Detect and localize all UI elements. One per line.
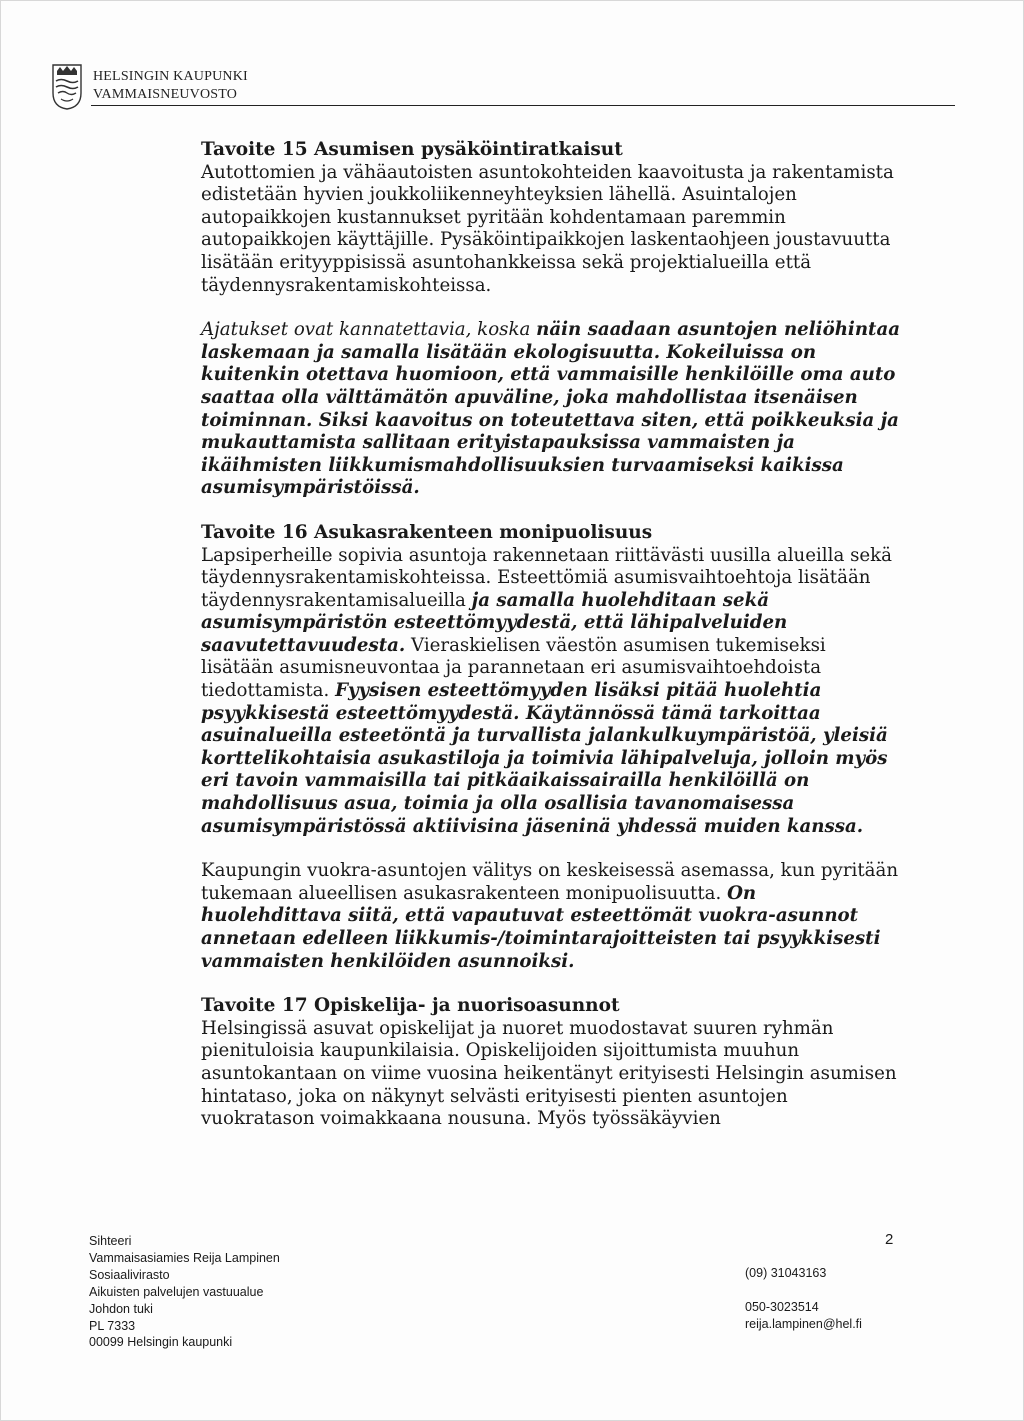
footer-line: Sihteeri <box>89 1234 132 1248</box>
section-heading: Tavoite 17 Opiskelija- ja nuorisoasunnot <box>201 995 620 1017</box>
footer-mobile: 050-3023514 <box>745 1299 819 1314</box>
footer-line: 00099 Helsingin kaupunki <box>89 1335 233 1350</box>
section-goal-17 <box>201 995 901 1131</box>
comment-bold-text: Fyysisen esteettömyyden lisäksi pitää huolehtia psyykkisestä esteettömyydestä. Käytännössä tämä tarkoittaa asuinalueilla esteetöntä ja turvallista jalankulkuympäristöä, yleisiä korttelikohtaisia asukastiloja ja toimivia lähipalveluja, jolloin myös eri tavoin vammaisilla tai pitkäaikaissairailla henkilöillä on mahdollisuus asua, toimia ja olla osallisia tavanomaisessa asumisympäristössä aktiivisina jäseninä yhdessä muiden kanssa. <box>201 680 888 837</box>
footer-line: Sosiaalivirasto <box>89 1267 170 1282</box>
section-goal-15 <box>201 139 901 500</box>
section-goal-16 <box>201 522 901 973</box>
paragraph-text: Kaupungin vuokra-asuntojen välitys on keskeisessä asemassa, kun pyritään tukemaan alueellisen asukasrakenteen monipuolisuutta. <box>201 860 899 904</box>
org-unit: VAMMAISNEUVOSTO <box>93 87 238 102</box>
section-heading: Tavoite 15 Asumisen pysäköintiratkaisut <box>201 139 623 160</box>
section-paragraph: Autottomien ja vähäautoisten asuntokohteiden kaavoitusta ja rakentamista edistetään hyvien joukkoliikenneyhteyksien lähellä. Asuintalojen autopaikkojen kustannukset pyritään kohdentamaan paremmin autopaikkojen käyttäjille. Pysäköintipaikkojen laskentaohjeen joustavuutta lisätään erityyppisissä asuntohankkeissa sekä projektialueilla että täydennysrakentamiskohteissa. <box>201 161 894 296</box>
comment-italic-text: Ajatukset ovat kannatettavia, koska <box>201 319 537 341</box>
section-paragraph <box>201 860 901 973</box>
section-paragraph <box>201 545 901 839</box>
footer-line: Vammaisasiamies Reija Lampinen <box>89 1250 280 1265</box>
footer-line: Johdon tuki <box>89 1301 153 1316</box>
footer-phone-block <box>745 1265 862 1333</box>
header-divider <box>91 105 955 106</box>
comment-bold-text: On huolehdittava siitä, että vapautuvat esteettömät vuokra-asunnot annetaan edelleen liikkumis-/toimintarajoitteisten tai psyykkisesti vammaisten henkilöiden asunnoiksi. <box>201 882 881 972</box>
paragraph-text: Vieraskielisen väestön asumisen tukemiseksi lisätään asumisneuvontaa ja parannetaan eri asumisvaihtoehdoista tiedottamista. <box>201 634 826 702</box>
council-comment <box>201 319 901 500</box>
footer-email: reija.lampinen@hel.fi <box>745 1316 862 1331</box>
document-body <box>201 139 901 1131</box>
page-number: 2 <box>885 1231 894 1248</box>
footer-line: PL 7333 <box>89 1318 136 1333</box>
footer-contact-block <box>89 1233 280 1351</box>
letterhead <box>51 63 911 119</box>
org-name: HELSINGIN KAUPUNKI <box>93 69 248 84</box>
helsinki-crest-icon <box>51 63 83 111</box>
footer-line: Aikuisten palvelujen vastuualue <box>89 1284 264 1299</box>
footer-phone: (09) 31043163 <box>745 1266 827 1280</box>
section-heading: Tavoite 16 Asukasrakenteen monipuolisuus <box>201 521 653 543</box>
paragraph-text: Lapsiperheille sopivia asuntoja rakennetaan riittävästi uusilla alueilla sekä täydennysrakentamiskohteissa. Esteettömiä asumisvaihtoehtoja lisätään täydennysrakentamisalueilla <box>201 544 893 611</box>
comment-bold-text: näin saadaan asuntojen neliöhintaa laskemaan ja samalla lisätään ekologisuutta. Kokeiluissa on kuitenkin otettava huomioon, että vammaisille henkilöille oma auto saattaa olla välttämätön apuväline, joka mahdollistaa itsenäisen toiminnan. Siksi kaavoitus on toteutettava siten, että poikkeuksia ja mukauttamista sallitaan erityistapauksissa vammaisten ja ikäihmisten liikkumismahdollisuuksien turvaamiseksi kaikissa asumisympäristöissä. <box>201 319 901 499</box>
section-paragraph: Helsingissä asuvat opiskelijat ja nuoret muodostavat suuren ryhmän pienituloisia kaupunkilaisia. Opiskelijoiden sijoittumista muuhun asuntokantaan on viime vuosina heikentänyt erityisesti Helsingin asumisen hintataso, joka on näkynyt selvästi erityisesti pienten asuntojen vuokratason voimakkaana nousuna. Myös työssäkäyvien <box>201 1017 897 1130</box>
comment-bold-text: ja samalla huolehditaan sekä asumisympäristön esteettömyydestä, että lähipalveluiden saavutettavuudesta. <box>201 589 788 656</box>
